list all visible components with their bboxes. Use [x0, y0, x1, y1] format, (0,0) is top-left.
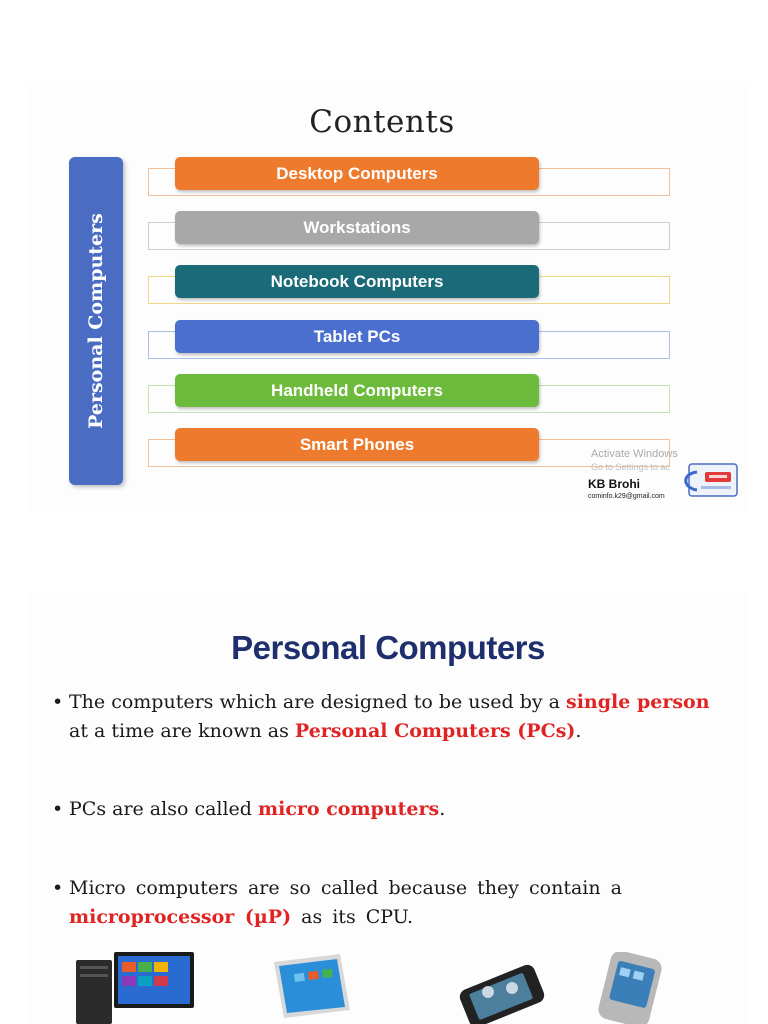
bullet-microprocessor — [52, 874, 732, 932]
author-name: KB Brohi — [588, 477, 640, 491]
topic-workstations — [148, 211, 672, 247]
bullet-text — [69, 688, 732, 746]
topic-tablet-pcs — [148, 320, 672, 356]
desktop-pc-icon — [74, 952, 196, 1024]
brand-logo-icon — [675, 462, 739, 502]
topic-handheld-computers — [148, 374, 672, 410]
personal-computers-slide — [30, 592, 746, 1024]
bullet-dot: • — [52, 798, 64, 820]
activate-windows-watermark: Activate Windows — [591, 448, 678, 460]
bullet-text-part: The computers which are designed to be used by a — [69, 691, 567, 713]
bullet-text-part: PCs are also called — [69, 798, 259, 820]
bullet-text-part: Micro computers are so called because they contain a — [69, 877, 622, 899]
highlight-personal-computers: Personal Computers (PCs) — [294, 720, 576, 742]
bullet-text — [69, 874, 732, 932]
highlight-single-person: single person — [566, 691, 710, 713]
bullet-text — [69, 795, 732, 824]
topic-pill: Desktop Computers — [175, 157, 539, 190]
bullet-micro-computers — [52, 795, 732, 824]
personal-computers-sidebar — [69, 157, 123, 485]
contents-slide — [30, 82, 746, 512]
topic-pill: Smart Phones — [175, 428, 539, 461]
topic-pill: Tablet PCs — [175, 320, 539, 353]
bullet-text-part: at a time are known as — [69, 720, 295, 742]
highlight-micro-computers: micro computers — [258, 798, 440, 820]
topic-notebook-computers — [148, 265, 672, 301]
laptop-icon — [270, 952, 354, 1024]
topic-pill: Workstations — [175, 211, 539, 244]
bullet-dot: • — [52, 691, 64, 713]
smartphone-icon — [442, 952, 552, 1024]
topic-pill: Notebook Computers — [175, 265, 539, 298]
highlight-microprocessor: microprocessor (µP) — [69, 906, 292, 928]
author-email: cominfo.k29@gmail.com — [588, 493, 665, 500]
bullet-text-part: as its CPU. — [291, 906, 414, 928]
bullet-text-part: . — [439, 798, 446, 820]
bullet-definition — [52, 688, 732, 746]
bullet-dot: • — [52, 877, 64, 899]
bullet-text-part: . — [575, 720, 582, 742]
contents-title: Contents — [309, 104, 455, 140]
topic-pill: Handheld Computers — [175, 374, 539, 407]
topic-desktop-computers — [148, 157, 672, 193]
slide-title: Personal Computers — [231, 629, 545, 666]
pda-icon — [598, 952, 668, 1024]
activate-windows-subtext: Go to Settings to ac — [591, 462, 671, 472]
sidebar-label: Personal Computers — [85, 213, 107, 429]
